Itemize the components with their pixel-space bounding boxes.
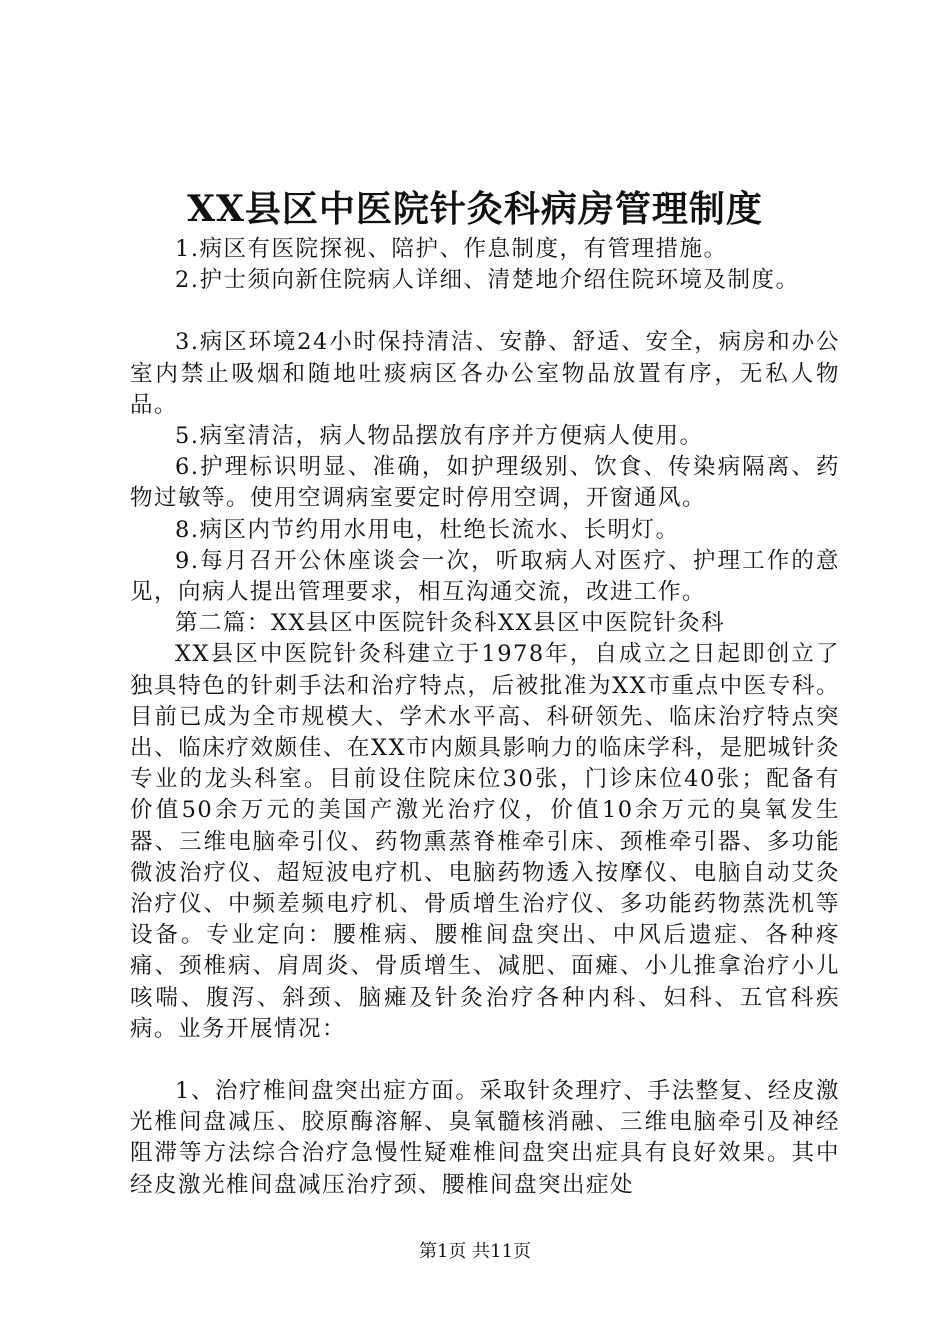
blank-line [130,1045,840,1076]
paragraph-1: 1.病区有医院探视、陪护、作息制度，有管理措施。 [175,236,728,262]
treatment-paragraph-1: 1、治疗椎间盘突出症方面。采取针灸理疗、手法整复、经皮激光椎间盘减压、胶原酶溶解、臭氧髓核消融、三维电脑牵引及神经阻滞等方法综合治疗急慢性疑难椎间盘突出症具有良好效果。其中经皮激光椎间盘减压治疗颈、腰椎间盘突出症处 [130,1078,840,1198]
paragraph-5: 5.病室清洁，病人物品摆放有序并方便病人使用。 [175,423,704,450]
paragraph-2: 2.护士须向新住院病人详细、清楚地介绍住院环境及制度。 [175,267,800,294]
paragraph-9: 9.每月召开公休座谈会一次，听取病人对医疗、护理工作的意见，向病人提出管理要求，相互沟通交流，改进工作。 [130,547,840,606]
department-intro-paragraph: XX县区中医院针灸科建立于1978年，自成立之日起即创立了独具特色的针刺手法和治疗特点，后被批准为XX市重点中医专科。目前已成为全市规模大、学术水平高、科研领先、临床治疗特点突出、临床疗效颇佳、在XX市内颇具影响力的临床学科，是肥城针灸专业的龙头科室。目前设住院床位30张，门诊床位40张；配备有价值50余万元的美国产激光治疗仪，价值10余万元的臭氧发生器、三维电脑牵引仪、药物熏蒸脊椎牵引床、颈椎牵引器、多功能微波治疗仪、超短波电疗机、电脑药物透入按摩仪、电脑自动艾灸治疗仪、中频差频电疗机、骨质增生治疗仪、多功能药物蒸洗机等设备。专业定向：腰椎病、腰椎间盘突出、中风后遗症、各种疼痛、颈椎病、肩周炎、骨质增生、减肥、面瘫、小儿推拿治疗小儿咳喘、腹泻、斜颈、脑瘫及针灸治疗各种内科、妇科、五官科疾病。业务开展情况： [130,641,840,1042]
paragraph-3: 3.病区环境24小时保持清洁、安静、舒适、安全，病房和办公室内禁止吸烟和随地吐痰病区各办公室物品放置有序，无私人物品。 [130,329,840,418]
page-number: 第1页 共11页 [418,1241,532,1262]
blank-line [130,296,840,327]
document-body [130,234,840,1201]
document-title: XX县区中医院针灸科病房管理制度 [187,188,763,230]
paragraph-8: 8.病区内节约用水用电，杜绝长流水、长明灯。 [175,516,680,543]
paragraph-6: 6.护理标识明显、准确，如护理级别、饮食、传染病隔离、药物过敏等。使用空调病室要定时停用空调，开窗通风。 [130,454,840,512]
section-heading: 第二篇：XX县区中医院针灸科XX县区中医院针灸科 [175,610,726,637]
